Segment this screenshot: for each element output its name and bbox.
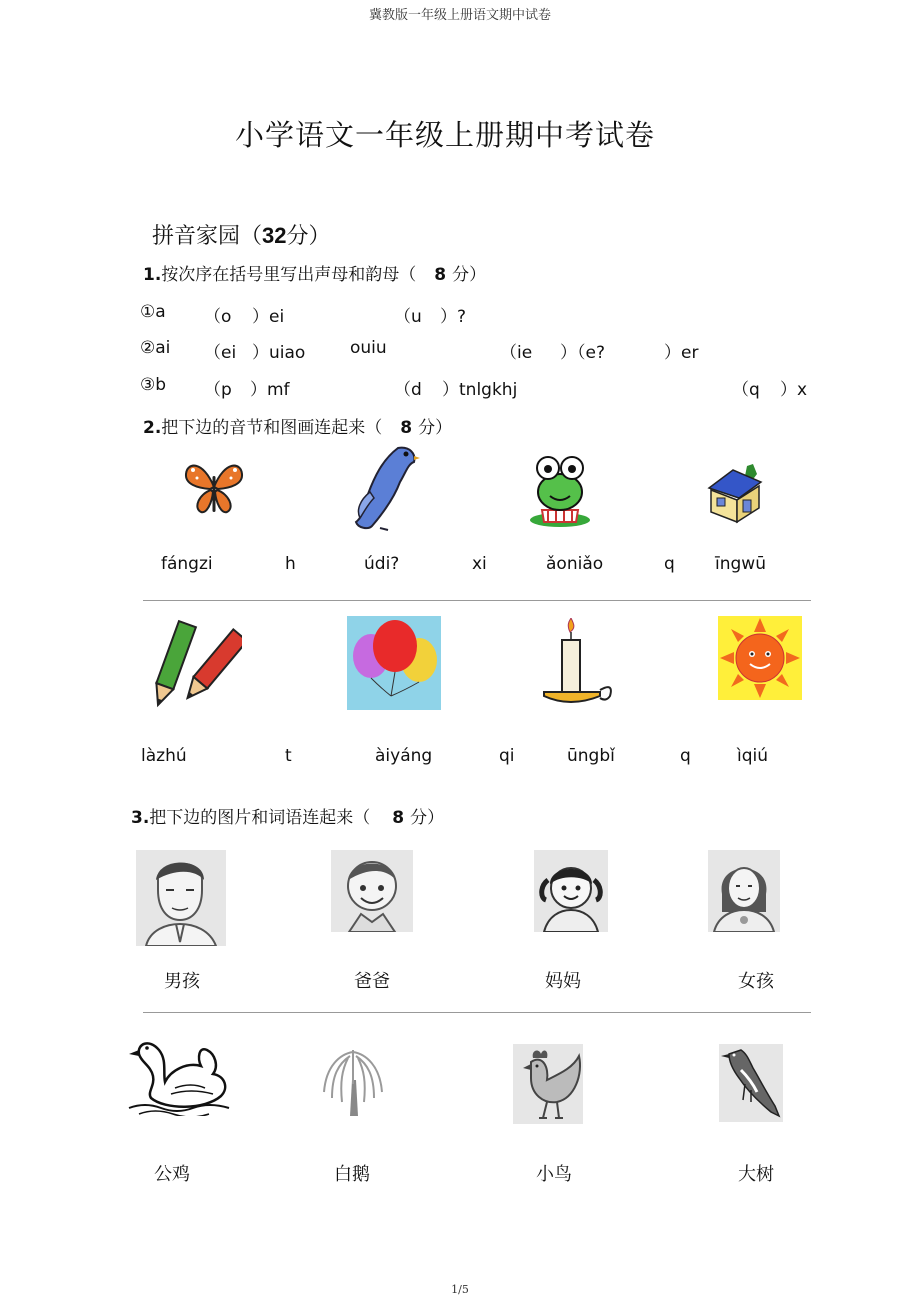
pinyin-syllable: ǎoniǎo [546, 554, 604, 574]
q1-row-3-item: ）mf [250, 380, 290, 400]
q1-row-2-item: ②ai [140, 338, 171, 358]
butterfly-picture [183, 456, 245, 518]
question-1-heading: 1.按次序在括号里写出声母和韵母（ 8 分） [143, 265, 487, 285]
q1-row-1-item: ）? [440, 307, 467, 327]
pinyin-syllable: q [664, 554, 675, 574]
word-label: 爸爸 [354, 971, 390, 992]
pinyin-syllable: àiyáng [375, 746, 433, 766]
word-label: 妈妈 [545, 971, 581, 992]
word-label: 大树 [738, 1164, 774, 1185]
pinyin-syllable: ūngbǐ [567, 746, 615, 766]
pinyin-syllable: qi [499, 746, 515, 766]
q1-row-3-item: （p [204, 380, 232, 400]
man-picture [136, 850, 226, 946]
pinyin-syllable: īngwū [715, 554, 766, 574]
balloons-picture [347, 616, 441, 710]
q1-row-1-item: ）ei [252, 307, 285, 327]
pinyin-syllable: t [285, 746, 292, 766]
q1-row-2-item: （ei [204, 343, 237, 363]
pinyin-syllable: q [680, 746, 691, 766]
bird-picture [350, 442, 420, 534]
word-label: 女孩 [738, 971, 774, 992]
boy-picture [331, 850, 413, 932]
section-heading: 拼音家园（32分） [152, 223, 331, 249]
divider-line [143, 600, 811, 601]
word-label: 公鸡 [154, 1164, 190, 1185]
bird-picture [719, 1044, 783, 1122]
swan-picture [125, 1036, 235, 1116]
q1-row-1-item: （u [394, 307, 422, 327]
q1-row-3-item: ）tnlgkhj [442, 380, 518, 400]
rooster-picture [513, 1044, 583, 1124]
page-header: 冀教版一年级上册语文期中试卷 [368, 8, 551, 23]
question-3-heading: 3.把下边的图片和词语连起来（ 8 分） [131, 808, 445, 828]
q1-row-2-item: （ie [500, 343, 533, 363]
page-number: 1/5 [451, 1283, 469, 1296]
word-label: 白鹅 [334, 1164, 370, 1185]
divider-line [143, 1012, 811, 1013]
pinyin-syllable: ìqiú [737, 746, 769, 766]
word-label: 小鸟 [536, 1164, 572, 1185]
word-label: 男孩 [164, 971, 200, 992]
girl-picture [534, 850, 608, 932]
page-title: 小学语文一年级上册期中考试卷 [234, 118, 655, 152]
pencils-picture [150, 618, 242, 712]
woman-picture [708, 850, 780, 932]
q1-row-2-item: ）er [664, 343, 699, 363]
question-2-heading: 2.把下边的音节和图画连起来（ 8 分） [143, 418, 453, 438]
q1-row-3-item: ③b [140, 375, 167, 395]
q1-row-1-item: ①a [140, 302, 166, 322]
pinyin-syllable: h [285, 554, 296, 574]
candle-picture [540, 618, 616, 710]
pinyin-syllable: údi? [364, 554, 400, 574]
q1-row-3-item: （q [732, 380, 760, 400]
pinyin-syllable: xi [472, 554, 487, 574]
q1-row-2-item: ouiu [350, 338, 387, 358]
q1-row-2-item: ）（e? [560, 343, 605, 363]
q1-row-2-item: ）uiao [252, 343, 306, 363]
pinyin-syllable: fángzi [161, 554, 213, 574]
q1-row-1-item: （o [204, 307, 232, 327]
q1-row-3-item: （d [394, 380, 422, 400]
q1-row-3-item: ）x [780, 380, 808, 400]
frog-picture [528, 450, 592, 530]
tree-picture [320, 1044, 386, 1116]
house-picture [707, 462, 763, 524]
sun-picture [718, 616, 802, 700]
pinyin-syllable: làzhú [141, 746, 187, 766]
